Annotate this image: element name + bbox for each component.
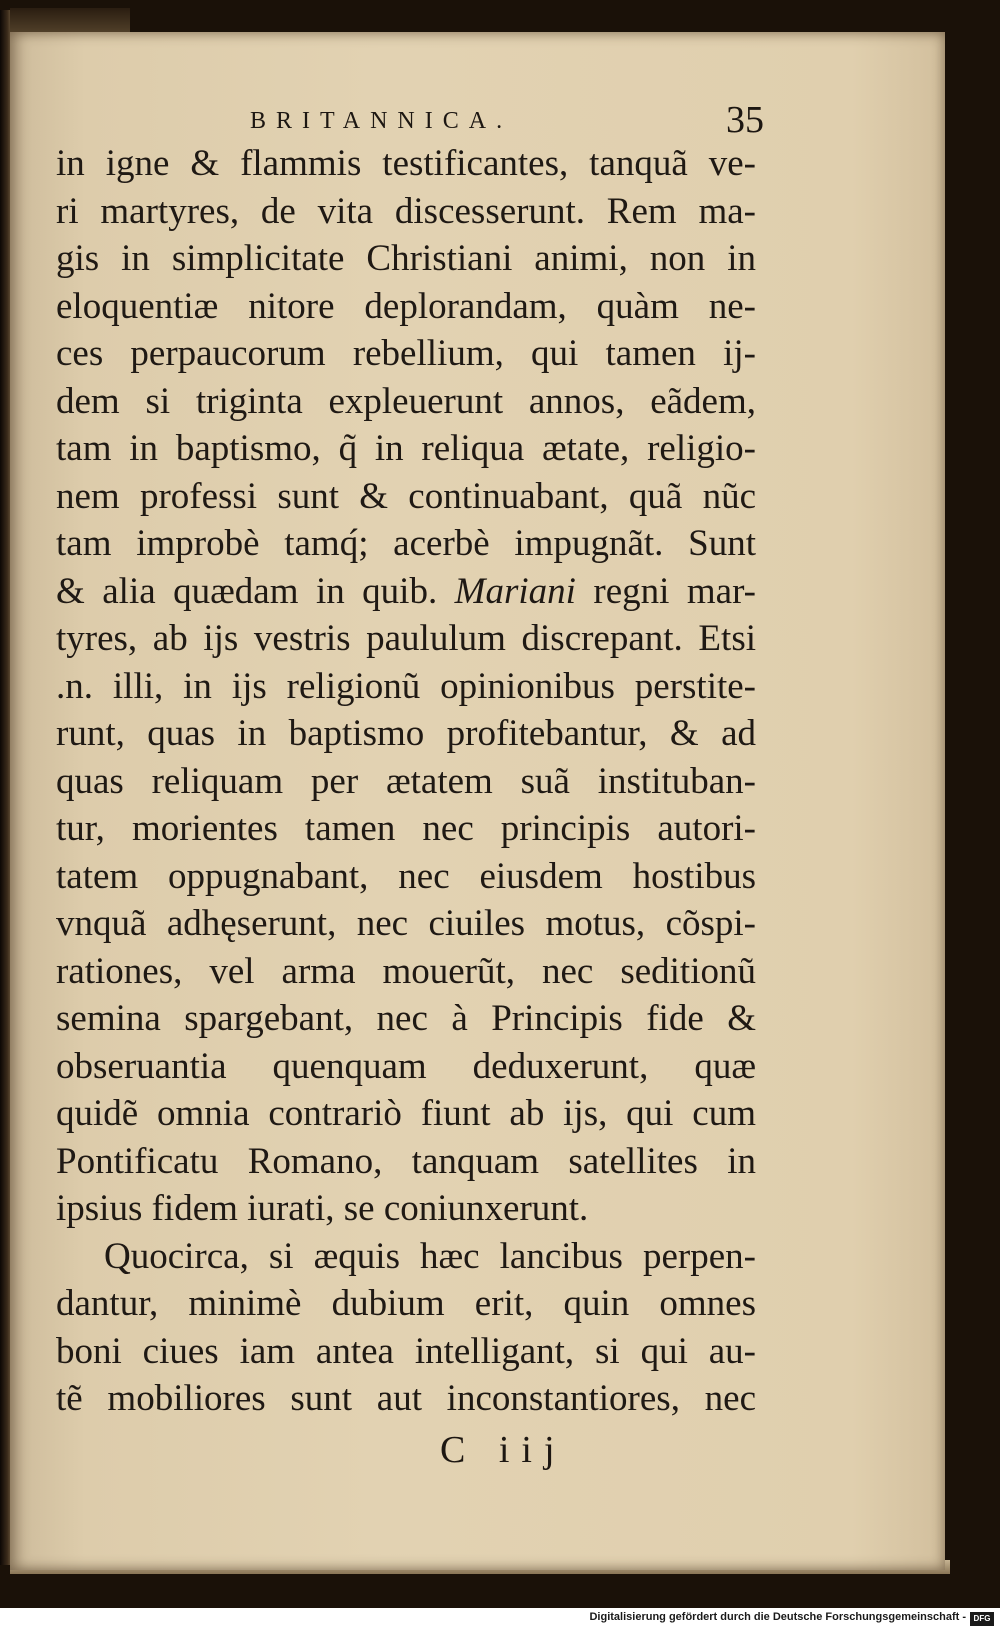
text-line-12: .n. illi, in ijs religionũ opinionibus perstite- (56, 665, 756, 707)
text-line-26: boni ciues iam antea intelligant, si qui au- (56, 1330, 756, 1372)
text-line-19: semina spargebant, nec à Principis fide & (56, 998, 756, 1039)
text-line-10 (56, 568, 756, 616)
text-line-10-head: & alia quædam in quib. (56, 570, 455, 612)
text-line-10-tail: regni mar- (593, 570, 757, 612)
text-line-25: dantur, minimè dubium erit, quin omnes (56, 1283, 756, 1324)
text-line-9: tam improbè tamq́; acerbè impugnãt. Sunt (56, 523, 756, 564)
dfg-logo: DFG (970, 1612, 994, 1626)
text-line-5: ces perpaucorum rebellium, qui tamen ij- (56, 333, 756, 374)
digitization-credit: Digitalisierung gefördert durch die Deutsche Forschungsgemeinschaft - (589, 1611, 966, 1623)
text-line-24: Quocirca, si æquis hæc lancibus perpen- (104, 1235, 756, 1277)
book-page (10, 32, 945, 1570)
text-line-6: dem si triginta expleuerunt annos, eãdem, (56, 380, 756, 422)
page-number: 35 (726, 99, 764, 141)
text-line-4: eloquentiæ nitore deplorandam, quàm ne- (56, 285, 756, 327)
text-block (56, 140, 756, 1423)
running-title: BRITANNICA. (250, 108, 513, 134)
text-line-1: in igne & flammis testificantes, tanquã ve- (56, 143, 756, 184)
text-line-21: quidẽ omnia contrariò fiunt ab ijs, qui cum (56, 1093, 756, 1134)
text-line-8: nem professi sunt & continuabant, quã nũc (56, 475, 756, 517)
text-line-11: tyres, ab ijs vestris paululum discrepant. Etsi (56, 618, 756, 659)
text-line-16: tatem oppugnabant, nec eiusdem hostibus (56, 855, 756, 897)
page-header (50, 98, 764, 141)
text-line-15: tur, morientes tamen nec principis autori- (56, 808, 756, 849)
italic-name-mariani: Mariani (454, 570, 576, 612)
text-line-20: obseruantia quenquam deduxerunt, quæ (56, 1045, 756, 1087)
signature-mark: C iij (440, 1429, 567, 1471)
text-line-27: tẽ mobiliores sunt aut inconstantiores, nec (56, 1378, 756, 1419)
text-line-18: rationes, vel arma mouerũt, nec seditionũ (56, 950, 756, 992)
text-line-3: gis in simplicitate Christiani animi, non in (56, 238, 756, 279)
footer-strip (0, 1608, 1000, 1630)
text-line-14: quas reliquam per ætatem suã instituban- (56, 760, 756, 802)
text-line-22: Pontificatu Romano, tanquam satellites in (56, 1140, 756, 1182)
text-line-17: vnquã adhęserunt, nec ciuiles motus, cõspi- (56, 903, 756, 944)
text-line-2: ri martyres, de vita discesserunt. Rem ma- (56, 190, 756, 232)
text-line-23: ipsius fidem iurati, se coniunxerunt. (56, 1188, 589, 1229)
text-line-13: runt, quas in baptismo profitebantur, & ad (56, 713, 756, 754)
text-line-7: tam in baptismo, q̃ in reliqua ætate, religio- (56, 428, 756, 469)
